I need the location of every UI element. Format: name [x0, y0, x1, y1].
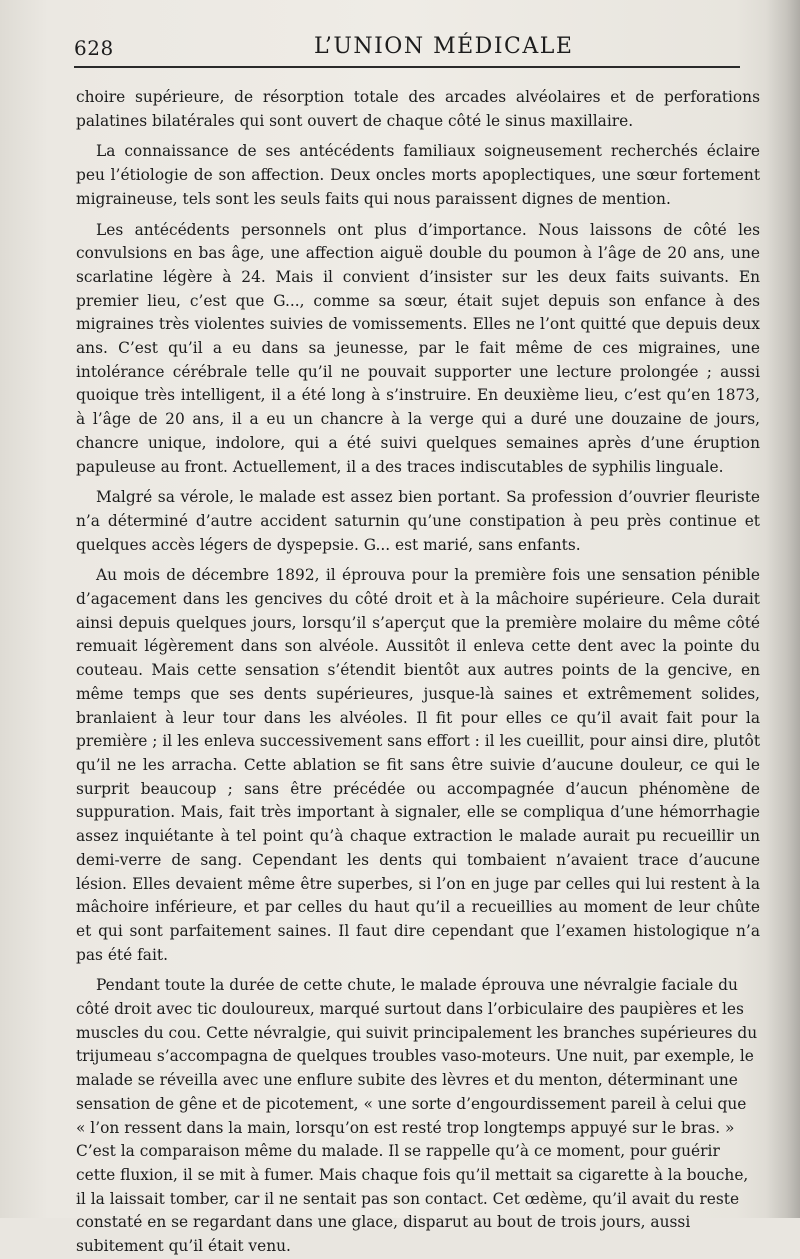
- paragraph-3: Les antécédents personnels ont plus d’importance. Nous laissons de côté les convulsions en bas âge, une affection aiguë double du poumon à l’âge de 20 ans, une scarlatine légère à 24. Mais il convient d’insister sur les deux faits suivants. En premier lieu, c’est que G..., comme sa sœur, était sujet depuis son enfance à des migraines très violentes suivies de vomissements. Elles ne l’ont quitté que depuis deux ans. C’est qu’il a eu dans sa jeunesse, par le fait même de ces migraines, une intolérance cérébrale telle qu’il ne pouvait supporter une lecture prolongée ; aussi quoique très intelligent, il a été long à s’instruire. En deuxième lieu, c’est qu’en 1873, à l’âge de 20 ans, il a eu un chancre à la verge qui a duré une douzaine de jours, chancre unique, indolore, qui a été suivi quelques semaines après d’une éruption papuleuse au front. Actuellement, il a des traces indiscutables de syphilis linguale.: [76, 220, 760, 476]
- paragraph-6: Pendant toute la durée de cette chute, le malade éprouva une névralgie faciale du côté droit avec tic douloureux, marqué surtout dans l’orbiculaire des paupières et les muscles du cou. Cette névralgie, qui suivit principalement les branches supérieures du trijumeau s’accompagna de quelques troubles vaso-moteurs. Une nuit, par exemple, le malade se réveilla avec une enflure subite des lèvres et du menton, déterminant une sensation de gêne et de picotement, « une sorte d’engourdissement pareil à celui que « l’on ressent dans la main, lorsqu’on est resté trop longtemps appuyé sur le bras. » C’est la comparaison même du malade. Il se rappelle qu’à ce moment, pour guérir cette fluxion, il se mit à fumer. Mais chaque fois qu’il mettait sa cigarette à la bouche, il la laissait tomber, car il ne sentait pas son contact. Cet œdème, qu’il avait du reste constaté en se regardant dans une glace, disparut au bout de trois jours, aussi subitement qu’il était venu.: [76, 976, 758, 1256]
- article-body: [76, 86, 760, 1259]
- running-header: [74, 34, 738, 64]
- page-edge-shadow: [766, 0, 800, 1218]
- running-title: L’UNION MÉDICALE: [314, 34, 574, 59]
- header-rule: [74, 66, 740, 68]
- paragraph-1: choire supérieure, de résorption totale des arcades alvéolaires et de perforations palatines bilatérales qui sont ouvert de chaque côté le sinus maxillaire.: [76, 88, 760, 130]
- paragraph-4: Malgré sa vérole, le malade est assez bien portant. Sa profession d’ouvrier fleuriste n’a déterminé d’autre accident saturnin qu’une constipation à peu près continue et quelques accès légers de dyspepsie. G... est marié, sans enfants.: [76, 488, 760, 554]
- page-number: 628: [74, 36, 114, 60]
- paragraph-5: Au mois de décembre 1892, il éprouva pour la première fois une sensation pénible d’agacement dans les gencives du côté droit et à la mâchoire supérieure. Cela durait ainsi depuis quelques jours, lorsqu’il s’aperçut que la première molaire du même côté remuait légèrement dans son alvéole. Aussitôt il enleva cette dent avec la pointe du couteau. Mais cette sensation s’étendit bientôt aux autres points de la gencive, en même temps que ses dents supérieures, jusque-là saines et extrêmement solides, branlaient à leur tour dans les alvéoles. Il fit pour elles ce qu’il avait fait pour la première ; il les enleva successivement sans effort : il les cueillit, pour ainsi dire, plutôt qu’il ne les arracha. Cette ablation se fit sans être suivie d’aucune douleur, ce qui le surprit beaucoup ; sans être précédée ou accompagnée d’aucun phénomène de suppuration. Mais, fait très important à signaler, elle se compliqua d’une hémorrhagie assez inquiétante à tel point qu’à chaque extraction le malade aurait pu recueillir un demi-verre de sang. Cependant les dents qui tombaient n’avaient trace d’aucune lésion. Elles devaient même être superbes, si l’on en juge par celles qui lui restent à la mâchoire inférieure, et par celles du haut qu’il a recueillies au moment de leur chûte et qui sont parfaitement saines. Il faut dire cependant que l’examen histologique n’a pas été fait.: [76, 566, 760, 964]
- paragraph-2: La connaissance de ses antécédents familiaux soigneusement recherchés éclaire peu l’étiologie de son affection. Deux oncles morts apoplectiques, une sœur fortement migraineuse, tels sont les seuls faits qui nous paraissent dignes de mention.: [76, 142, 760, 208]
